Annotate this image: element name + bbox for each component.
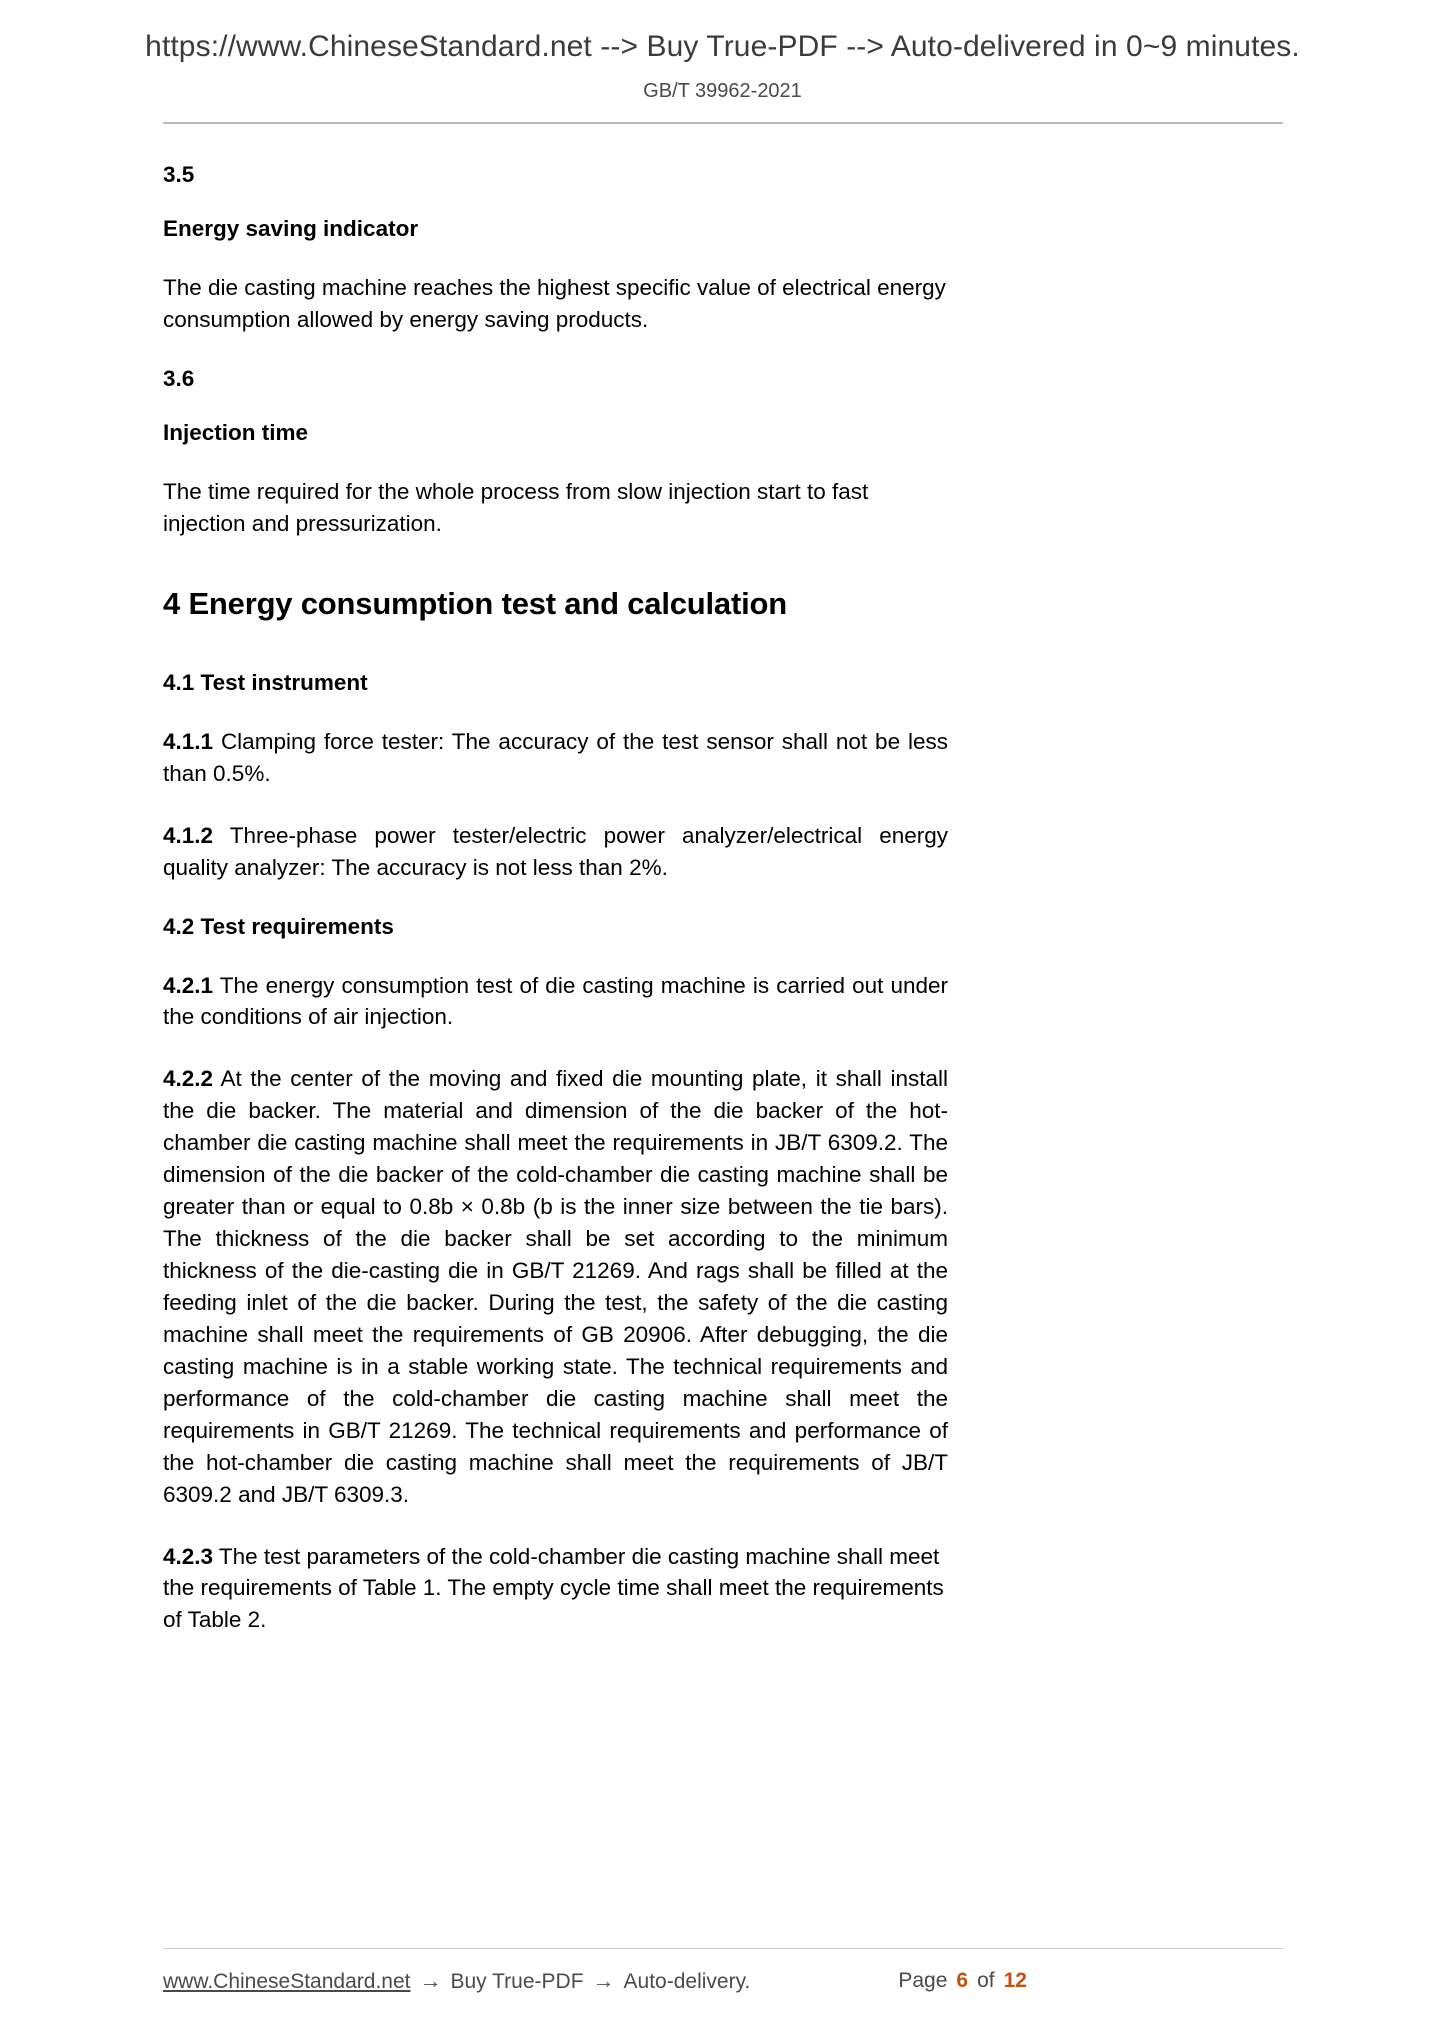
clause-text-3-6: The time required for the whole process from slow injection start to fast injection and pressurization. <box>163 478 869 536</box>
clause-4-1-1 <box>163 726 948 790</box>
footer-buy-label: Buy True-PDF <box>450 1970 584 1993</box>
footer-delivery-label: Auto-delivery. <box>623 1970 751 1993</box>
page-indicator <box>898 1969 1027 1993</box>
clause-4-2-3 <box>163 1541 948 1637</box>
clause-4-2-1 <box>163 970 948 1034</box>
clause-space <box>213 823 230 848</box>
current-page-number: 6 <box>956 1969 969 1992</box>
section-heading-4-2: 4.2 Test requirements <box>163 913 394 939</box>
clause-number-3-6: 3.6 <box>163 365 195 391</box>
page-label: Page <box>898 1969 948 1992</box>
footer-site-link[interactable]: www.ChineseStandard.net <box>163 1970 411 1993</box>
total-page-number: 12 <box>1003 1969 1027 1992</box>
clause-space <box>213 973 220 998</box>
document-body <box>163 148 948 1666</box>
promo-header-text: https://www.ChineseStandard.net --> Buy True-PDF --> Auto-delivered in 0~9 minutes. <box>145 30 1300 63</box>
page-footer <box>163 1960 1283 2002</box>
clause-text-3-5: The die casting machine reaches the highest specific value of electrical energy consumption allowed by energy saving products. <box>163 275 946 332</box>
clause-term-3-5: Energy saving indicator <box>163 216 419 241</box>
footer-divider <box>163 1948 1283 1949</box>
section-heading-4-1: 4.1 Test instrument <box>163 669 368 695</box>
section-heading-4: 4 Energy consumption test and calculation <box>163 585 787 621</box>
clause-text-4-2-2: At the center of the moving and fixed die mounting plate, it shall install the die backer. The material and dimension of the die backer of the hot-chamber die casting machine shall meet the requirements in JB/T 6309.2. The dimension of the die backer of the cold-chamber die casting machine shall be greater than or equal to 0.8b × 0.8b (b is the inner size between the tie bars). The thickness of the die backer shall be set according to the minimum thickness of the die-casting die in GB/T 21269. And rags shall be filled at the feeding inlet of the die backer. During the test, the safety of the die casting machine shall meet the requirements of GB 20906. After debugging, the die casting machine is in a stable working state. The technical requirements and performance of the cold-chamber die casting machine shall meet the requirements in GB/T 21269. The technical requirements and performance of the hot-chamber die casting machine shall meet the requirements of JB/T 6309.2 and JB/T 6309.3. <box>163 1066 948 1507</box>
document-standard-code: GB/T 39962-2021 <box>643 80 802 102</box>
clause-number-3-5: 3.5 <box>163 162 195 187</box>
clause-label-4-1-1: 4.1.1 <box>163 728 214 754</box>
clause-label-4-2-3: 4.2.3 <box>163 1543 214 1569</box>
clause-label-4-2-2: 4.2.2 <box>163 1066 214 1092</box>
clause-text-4-2-3: The test parameters of the cold-chamber die casting machine shall meet the requirements of Table 1. The empty cycle time shall meet the requirements of Table 2. <box>163 1543 944 1633</box>
of-label: of <box>977 1969 995 1992</box>
arrow-right-icon: → <box>592 1968 615 1993</box>
header-divider <box>163 122 1283 124</box>
clause-text-4-1-1: Clamping force tester: The accuracy of the test sensor shall not be less than 0.5%. <box>163 728 948 786</box>
clause-label-4-1-2: 4.1.2 <box>163 822 214 848</box>
clause-4-1-2 <box>163 820 948 884</box>
clause-label-4-2-1: 4.2.1 <box>163 972 214 998</box>
footer-promo <box>163 1968 750 1994</box>
arrow-right-icon: → <box>419 1968 442 1993</box>
clause-term-3-6: Injection time <box>163 419 309 445</box>
clause-text-4-1-2: Three-phase power tester/electric power analyzer/electrical energy quality analyzer: The accuracy is not less than 2%. <box>163 822 948 880</box>
clause-4-2-2 <box>163 1063 948 1510</box>
clause-text-4-2-1: The energy consumption test of die casting machine is carried out under the conditions of air injection. <box>163 972 948 1030</box>
clause-space <box>213 729 221 754</box>
